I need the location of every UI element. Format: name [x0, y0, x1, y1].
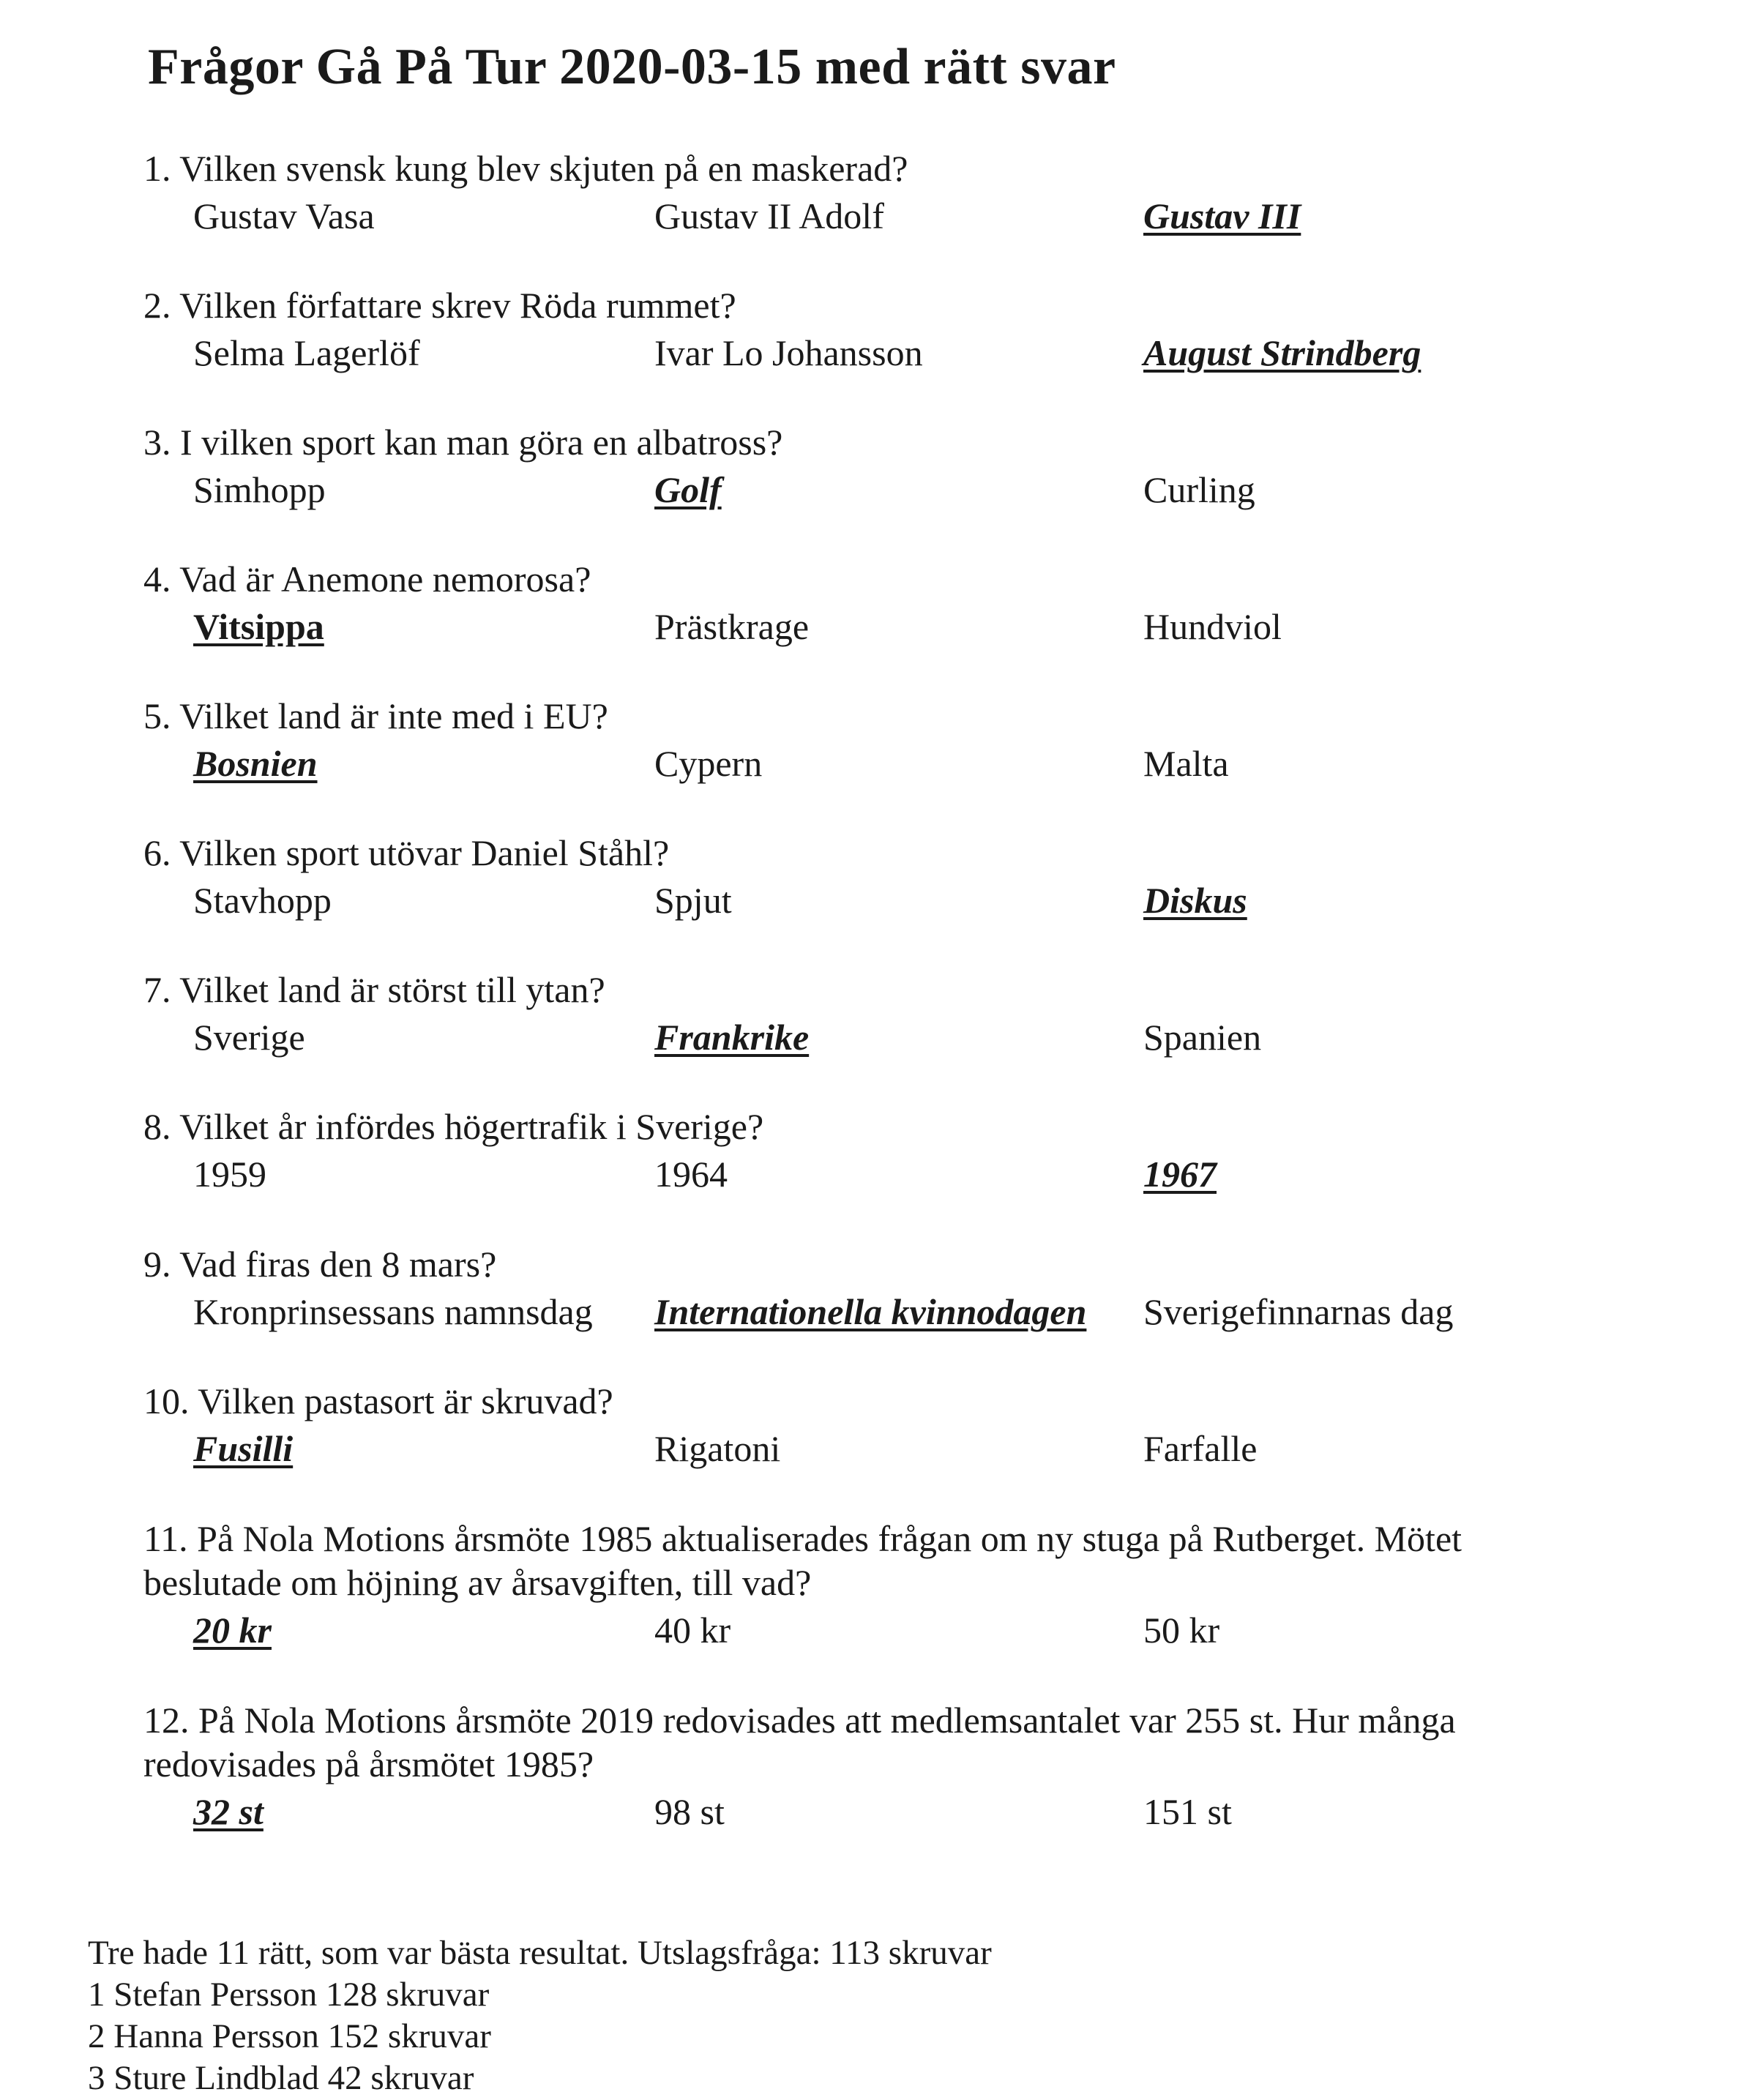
ranking-item: 2 Hanna Persson 152 skruvar: [88, 2017, 491, 2055]
question-block: [143, 420, 1607, 514]
answer-option: Malta: [1143, 743, 1229, 784]
question-block: [143, 1379, 1607, 1473]
page-title: Frågor Gå På Tur 2020-03-15 med rätt svar: [148, 39, 1116, 95]
answer-option: Cypern: [654, 743, 763, 784]
answer-row: [143, 739, 1607, 788]
answer-row: [143, 466, 1607, 514]
question-text: 3. I vilken sport kan man göra en albatross?: [143, 422, 783, 463]
correct-answer: Golf: [654, 469, 722, 510]
answer-option: 151 st: [1143, 1791, 1232, 1832]
question-block: [143, 831, 1607, 924]
answer-option: Kronprinsessans namnsdag: [193, 1291, 593, 1332]
answer-row: [143, 1150, 1607, 1198]
question-block: [143, 146, 1607, 240]
answer-option: Ivar Lo Johansson: [654, 332, 923, 373]
correct-answer: Vitsippa: [193, 606, 324, 647]
correct-answer: Diskus: [1143, 880, 1247, 921]
answer-row: [143, 1606, 1607, 1654]
answer-option: 50 kr: [1143, 1610, 1220, 1651]
answer-row: [143, 1288, 1607, 1336]
answer-row: [143, 329, 1607, 377]
answer-option: Gustav Vasa: [193, 195, 375, 236]
correct-answer: 20 kr: [193, 1610, 272, 1651]
answer-option: Stavhopp: [193, 880, 332, 921]
answer-option: Spjut: [654, 880, 732, 921]
answer-option: 98 st: [654, 1791, 725, 1832]
question-block: [143, 1105, 1607, 1198]
ranking-item: 3 Sture Lindblad 42 skruvar: [88, 2059, 474, 2097]
question-text: 6. Vilken sport utövar Daniel Ståhl?: [143, 832, 670, 873]
answer-row: [143, 876, 1607, 924]
correct-answer: Gustav III: [1143, 195, 1301, 236]
question-text: 1. Vilken svensk kung blev skjuten på en maskerad?: [143, 148, 908, 189]
answer-option: Curling: [1143, 469, 1255, 510]
answer-option: Sverigefinnarnas dag: [1143, 1291, 1454, 1332]
correct-answer: 1967: [1143, 1154, 1217, 1195]
results-section: [88, 1932, 992, 2099]
answer-option: Farfalle: [1143, 1428, 1258, 1469]
question-text: 7. Vilket land är störst till ytan?: [143, 969, 605, 1010]
question-block: [143, 283, 1607, 377]
answer-row: [143, 192, 1607, 240]
question-block: [143, 1517, 1607, 1654]
results-summary: Tre hade 11 rätt, som var bästa resultat. Utslagsfråga: 113 skruvar: [88, 1934, 992, 1972]
correct-answer: Internationella kvinnodagen: [654, 1291, 1087, 1332]
question-block: [143, 694, 1607, 788]
answer-option: Spanien: [1143, 1017, 1262, 1058]
answer-option: Rigatoni: [654, 1428, 781, 1469]
correct-answer: Bosnien: [193, 743, 318, 784]
question-text: 12. På Nola Motions årsmöte 2019 redovisades att medlemsantalet var 255 st. Hur många redovisades på årsmötet 1985?: [143, 1700, 1456, 1785]
question-text: 5. Vilket land är inte med i EU?: [143, 695, 608, 736]
answer-option: Sverige: [193, 1017, 305, 1058]
answer-option: 1964: [654, 1154, 728, 1195]
answer-row: [143, 1424, 1607, 1473]
answer-option: 40 kr: [654, 1610, 731, 1651]
answer-option: Prästkrage: [654, 606, 810, 647]
question-text: 4. Vad är Anemone nemorosa?: [143, 558, 591, 599]
question-text: 8. Vilket år infördes högertrafik i Sverige?: [143, 1106, 764, 1147]
question-text: 9. Vad firas den 8 mars?: [143, 1244, 497, 1285]
question-block: [143, 557, 1607, 651]
answer-option: Simhopp: [193, 469, 326, 510]
answer-row: [143, 602, 1607, 651]
answer-option: 1959: [193, 1154, 266, 1195]
correct-answer: 32 st: [193, 1791, 264, 1832]
question-text: 10. Vilken pastasort är skruvad?: [143, 1380, 613, 1421]
answer-option: Hundviol: [1143, 606, 1282, 647]
correct-answer: Fusilli: [193, 1428, 294, 1469]
question-block: [143, 1242, 1607, 1336]
answer-option: Selma Lagerlöf: [193, 332, 420, 373]
answer-row: [143, 1013, 1607, 1061]
question-text: 2. Vilken författare skrev Röda rummet?: [143, 285, 736, 326]
ranking-item: 1 Stefan Persson 128 skruvar: [88, 1976, 490, 2014]
correct-answer: August Strindberg: [1143, 332, 1421, 373]
correct-answer: Frankrike: [654, 1017, 810, 1058]
question-text: 11. På Nola Motions årsmöte 1985 aktualiserades frågan om ny stuga på Rutberget. Mötet beslutade om höjning av årsavgiften, till vad?: [143, 1518, 1462, 1603]
question-block: [143, 968, 1607, 1061]
question-block: [143, 1698, 1607, 1836]
answer-option: Gustav II Adolf: [654, 195, 884, 236]
answer-row: [143, 1787, 1607, 1836]
